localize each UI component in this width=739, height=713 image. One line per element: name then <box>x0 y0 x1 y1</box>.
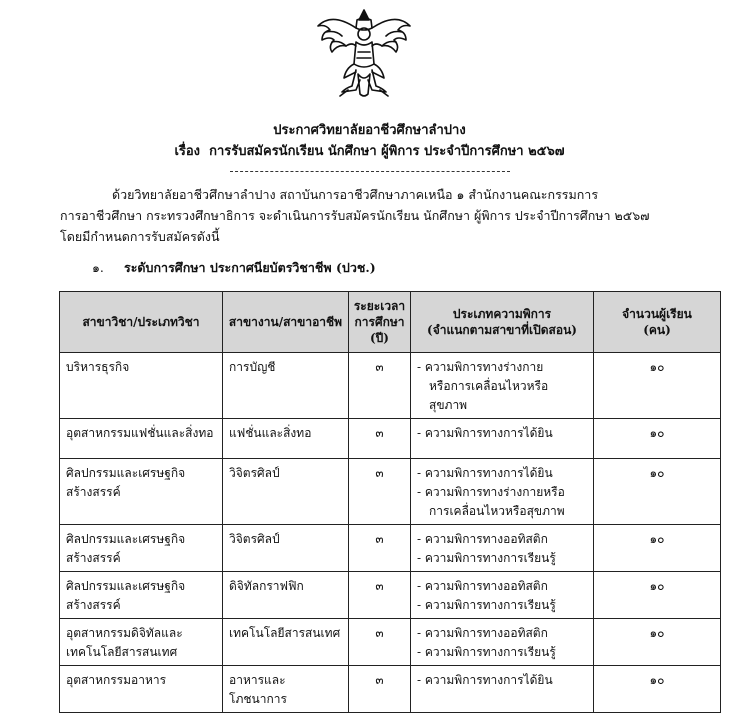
cell-major <box>60 572 223 619</box>
header-major: สาขาวิชา/ประเภทวิชา <box>60 292 223 353</box>
cell-major <box>60 353 223 419</box>
cell-major <box>60 619 223 666</box>
major-text: อุตสาหกรรมดิจิทัลและ <box>66 626 183 640</box>
cell-count: ๑๐ <box>594 353 721 419</box>
cell-major <box>60 459 223 525</box>
header-duration-line-3: (ปี) <box>370 331 389 345</box>
disability-item: - ความพิการทางออทิสติก <box>417 626 548 640</box>
disability-item: - ความพิการทางการเรียนรู้ <box>417 551 556 565</box>
major-text: ศิลปกรรมและเศรษฐกิจ <box>66 579 186 593</box>
header-disability-line-1: ประเภทความพิการ <box>452 307 552 321</box>
cell-duration: ๓ <box>349 419 411 459</box>
disability-item: - ความพิการทางออทิสติก <box>417 579 548 593</box>
cell-field: วิจิตรศิลป์ <box>223 459 349 525</box>
cell-disability <box>411 666 594 713</box>
cell-field: แฟชั่นและสิ่งทอ <box>223 419 349 459</box>
cell-field: ดิจิทัลกราฟฟิก <box>223 572 349 619</box>
section-title: ระดับการศึกษา ประกาศนียบัตรวิชาชีพ (ปวช.) <box>124 260 376 275</box>
cell-duration: ๓ <box>349 666 411 713</box>
cell-count: ๑๐ <box>594 525 721 572</box>
announcement-title: ประกาศวิทยาลัยอาชีวศึกษาลำปาง <box>273 123 466 138</box>
major-text: ศิลปกรรมและเศรษฐกิจ <box>66 532 186 546</box>
cell-disability <box>411 525 594 572</box>
disability-item: - ความพิการทางการได้ยิน <box>417 426 553 440</box>
major-text: อุตสาหกรรมอาหาร <box>66 673 167 687</box>
table-header-row <box>60 292 721 353</box>
body-line-3: โดยมีกำหนดการรับสมัครดังนี้ <box>60 229 220 244</box>
disability-item: - ความพิการทางร่างกาย <box>417 360 544 374</box>
header-duration-line-2: การศึกษา <box>354 315 405 329</box>
disability-item: การเคลื่อนไหวหรือสุขภาพ <box>429 504 565 518</box>
announcement-subject <box>0 143 739 161</box>
cell-count: ๑๐ <box>594 666 721 713</box>
table-row <box>60 459 721 525</box>
cell-major <box>60 419 223 459</box>
header-disability <box>411 292 594 353</box>
cell-disability <box>411 619 594 666</box>
disability-item: สุขภาพ <box>429 398 468 412</box>
major-text: สร้างสรรค์ <box>66 485 121 499</box>
cell-count: ๑๐ <box>594 459 721 525</box>
section-number: ๑. <box>92 260 104 275</box>
table-row <box>60 525 721 572</box>
cell-field: วิจิตรศิลป์ <box>223 525 349 572</box>
cell-disability <box>411 419 594 459</box>
cell-field: อาหารและโภชนาการ <box>223 666 349 713</box>
garuda-emblem-icon <box>312 2 416 102</box>
cell-disability <box>411 459 594 525</box>
table-row <box>60 419 721 459</box>
subject-text: การรับสมัครนักเรียน นักศึกษา ผู้พิการ ประจำปีการศึกษา ๒๕๖๗ <box>209 144 565 159</box>
cell-count: ๑๐ <box>594 572 721 619</box>
cell-major <box>60 666 223 713</box>
major-text: สร้างสรรค์ <box>66 551 121 565</box>
major-text: ศิลปกรรมและเศรษฐกิจ <box>66 466 186 480</box>
cell-count: ๑๐ <box>594 619 721 666</box>
cell-duration: ๓ <box>349 353 411 419</box>
cell-duration: ๓ <box>349 572 411 619</box>
header-duration <box>349 292 411 353</box>
disability-item: - ความพิการทางการได้ยิน <box>417 466 553 480</box>
table-row <box>60 619 721 666</box>
header-count-line-1: จำนวนผู้เรียน <box>622 307 692 321</box>
header-disability-line-2: (จำแนกตามสาขาที่เปิดสอน) <box>427 323 577 337</box>
cell-field: เทคโนโลยีสารสนเทศ <box>223 619 349 666</box>
body-line-1: ด้วยวิทยาลัยอาชีวศึกษาลำปาง สถาบันการอาชีวศึกษาภาคเหนือ ๑ สำนักงานคณะกรรมการ <box>112 187 599 202</box>
cell-major <box>60 525 223 572</box>
header-count <box>594 292 721 353</box>
cell-duration: ๓ <box>349 459 411 525</box>
admission-table <box>59 291 721 713</box>
major-text: บริหารธุรกิจ <box>66 360 130 374</box>
disability-item: - ความพิการทางร่างกายหรือ <box>417 485 565 499</box>
cell-field: การบัญชี <box>223 353 349 419</box>
major-text: อุตสาหกรรมแฟชั่นและสิ่งทอ <box>66 426 214 440</box>
table-row <box>60 666 721 713</box>
header-duration-line-1: ระยะเวลา <box>353 299 406 313</box>
subject-label: เรื่อง <box>174 144 201 159</box>
header-count-line-2: (คน) <box>643 323 671 337</box>
table-body <box>60 353 721 713</box>
section-heading <box>92 258 376 278</box>
disability-item: - ความพิการทางการเรียนรู้ <box>417 598 556 612</box>
cell-disability <box>411 353 594 419</box>
cell-duration: ๓ <box>349 619 411 666</box>
cell-count: ๑๐ <box>594 419 721 459</box>
header-field: สาขางาน/สาขาอาชีพ <box>223 292 349 353</box>
disability-item: - ความพิการทางการได้ยิน <box>417 673 553 687</box>
divider-line <box>230 171 510 172</box>
disability-item: หรือการเคลื่อนไหวหรือ <box>429 379 549 393</box>
table-row <box>60 572 721 619</box>
disability-item: - ความพิการทางออทิสติก <box>417 532 548 546</box>
body-line-2: การอาชีวศึกษา กระทรวงศึกษาธิการ จะดำเนินการรับสมัครนักเรียน นักศึกษา ผู้พิการ ประจำปีการศึกษา ๒๕๖๗ <box>60 208 650 223</box>
cell-duration: ๓ <box>349 525 411 572</box>
table-row <box>60 353 721 419</box>
cell-disability <box>411 572 594 619</box>
major-text: เทคโนโลยีสารสนเทศ <box>66 645 178 659</box>
major-text: สร้างสรรค์ <box>66 598 121 612</box>
disability-item: - ความพิการทางการเรียนรู้ <box>417 645 556 659</box>
